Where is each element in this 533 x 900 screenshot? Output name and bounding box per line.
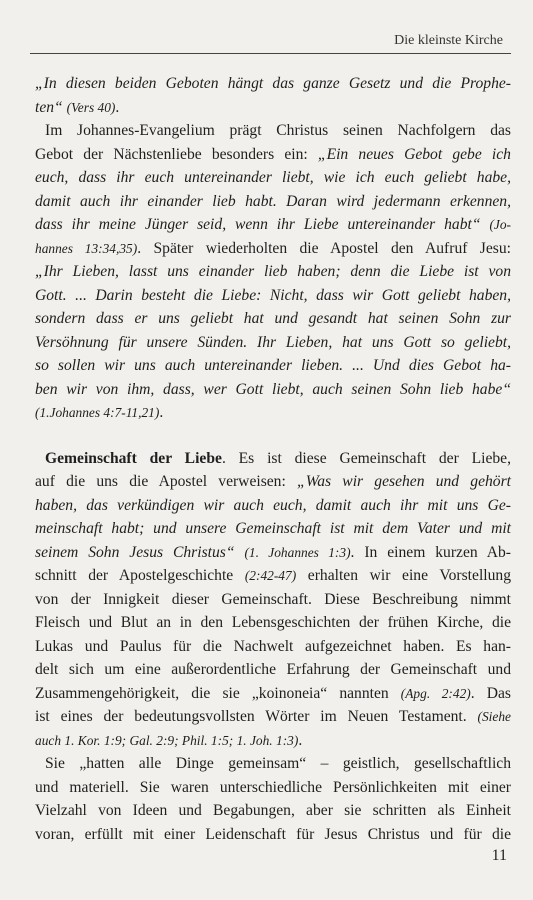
text-line: ist eines der bedeutungsvollsten Wörter im Neuen Testament. (Siehe (35, 708, 511, 725)
text-line: Sie „hatten alle Dinge gemeinsam“ – geistlich, gesellschaftlich (45, 755, 511, 772)
text-line: dass ihr meine Jünger seid, wenn ihr Liebe untereinander habt“ (Jo- (35, 216, 511, 233)
page-number: 11 (491, 847, 507, 864)
page-body (35, 72, 511, 846)
paragraph-4 (35, 752, 511, 846)
text-line: Lukas und Paulus für die Nachwelt aufgezeichnet haben. Es han- (35, 637, 511, 655)
citation: (Jo- (489, 217, 511, 232)
text-line: auch 1. Kor. 1:9; Gal. 2:9; Phil. 1:5; 1. Joh. 1:3). (35, 731, 303, 749)
text-line: Fleisch und Blut an in den Lebensgeschichten der frühen Kirche, die (35, 614, 511, 631)
text-line: hannes 13:34,35). Später wiederholten die Apostel den Aufruf Jesu: (35, 239, 511, 257)
citation: (Vers 40) (66, 99, 116, 115)
text-line: Im Johannes-Evangelium prägt Christus seinen Nachfolgern das (45, 122, 511, 139)
section-spacer (35, 425, 511, 447)
text-line: ten“ (Vers 40). (35, 98, 120, 116)
citation: (Siehe (477, 709, 511, 724)
paragraph-1 (35, 72, 511, 119)
text-line: Versöhnung für unsere Sünden. Ihr Lieben, hat uns Gott so geliebt, (35, 333, 511, 351)
text-line: Vielzahl von Ideen und Begabungen, aber sie schritten als Einheit (35, 802, 511, 819)
citation: (Apg. 2:42) (400, 685, 471, 701)
text-line: Zusammengehörigkeit, die sie „koinoneia“ nannten (Apg. 2:42). Das (35, 684, 511, 702)
text-line: voran, erfüllt mit einer Leidenschaft für Jesus Christus und für die (35, 825, 511, 843)
text-line: und materiell. Sie waren unterschiedliche Persönlichkeiten mit einer (35, 778, 511, 796)
text-line: Gemeinschaft der Liebe. Es ist diese Gemeinschaft der Liebe, (45, 449, 512, 467)
text-line: haben, das verkündigen wir auch euch, damit auch ihr mit uns Ge- (35, 496, 511, 514)
citation: (1. Johannes 1:3) (244, 544, 351, 560)
text-line: so sollen wir uns auch untereinander lieben. ... Und dies Gebot ha- (35, 357, 511, 374)
text-line: ben wir von ihm, dass, wer Gott liebt, auch seinen Sohn lieb habe“ (35, 380, 511, 398)
header-rule (30, 53, 511, 54)
citation: (1.Johannes 4:7-11,21) (35, 405, 160, 420)
text-line: von der Innigkeit dieser Gemeinschaft. Diese Beschreibung nimmt (35, 590, 511, 608)
text-line: euch, dass ihr euch untereinander liebt, wie ich euch geliebt habe, (35, 169, 511, 186)
text-line: Gott. ... Darin besteht die Liebe: Nicht, dass wir Gott geliebt haben, (35, 286, 511, 304)
text-line: seinem Sohn Jesus Christus“ (1. Johannes 1:3). In einem kurzen Ab- (35, 543, 511, 561)
text-line: „In diesen beiden Geboten hängt das ganze Gesetz und die Prophe- (35, 75, 511, 92)
paragraph-3 (35, 447, 511, 753)
text-line: sondern dass er uns geliebt hat und gesandt hat seinen Sohn zur (35, 310, 511, 327)
text-line: schnitt der Apostelgeschichte (2:42-47) erhalten wir eine Vorstellung (35, 567, 511, 584)
text-line: (1.Johannes 4:7-11,21). (35, 404, 164, 421)
text-line: meinschaft habt; und unsere Gemeinschaft ist mit dem Vater und mit (35, 520, 511, 537)
paragraph-2 (35, 119, 511, 425)
text-line: damit auch ihr einander lieb habt. Daran wird jedermann erkennen, (35, 192, 511, 210)
running-head: Die kleinste Kirche (394, 33, 503, 48)
text-line: auf die uns die Apostel verweisen: „Was wir gesehen und gehört (35, 473, 511, 490)
section-heading: Gemeinschaft der Liebe (45, 449, 222, 467)
text-line: delt sich um eine außerordentliche Erfahrung der Gemeinschaft und (35, 661, 511, 678)
text-line: „Ihr Lieben, lasst uns einander lieb haben; denn die Liebe ist von (35, 263, 511, 280)
citation: (2:42-47) (244, 568, 297, 583)
text-line: Gebot der Nächstenliebe besonders ein: „Ein neues Gebot gebe ich (35, 145, 511, 163)
citation: auch 1. Kor. 1:9; Gal. 2:9; Phil. 1:5; 1. Joh. 1:3) (35, 732, 299, 748)
citation: hannes 13:34,35) (35, 240, 138, 256)
